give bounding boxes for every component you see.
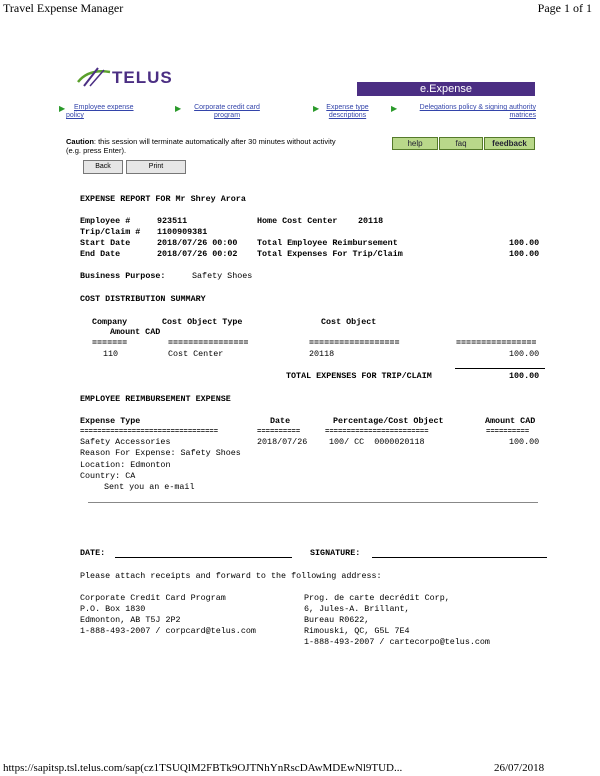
- cost-object-type-header: Cost Object Type: [162, 317, 243, 327]
- address-left-line: Edmonton, AB T5J 2P2: [80, 615, 181, 625]
- signature-label: SIGNATURE:: [310, 548, 361, 558]
- expense-amount-value: 100.00: [509, 437, 540, 447]
- arrow-right-icon: ▶: [59, 104, 66, 113]
- expense-country: Country: CA: [80, 471, 136, 481]
- arrow-right-icon: ▶: [391, 104, 398, 113]
- separator: ================: [168, 338, 249, 348]
- reimbursement-title: EMPLOYEE REIMBURSEMENT EXPENSE: [80, 394, 231, 404]
- faq-button[interactable]: faq: [439, 137, 483, 150]
- expense-reason: Reason For Expense: Safety Shoes: [80, 448, 241, 458]
- report-title: EXPENSE REPORT FOR Mr Shrey Arora: [80, 194, 246, 204]
- date-header: Date: [270, 416, 291, 426]
- footer-date: 26/07/2018: [494, 762, 545, 774]
- company-value: 110: [103, 349, 119, 359]
- email-note: Sent you an e-mail: [104, 482, 195, 492]
- percentage-header: Percentage/Cost Object: [333, 416, 444, 426]
- nav-link-credit-card[interactable]: ▶ Corporate credit card program: [175, 104, 260, 119]
- nav-link-expense-types[interactable]: ▶ Expense type descriptions: [313, 104, 369, 119]
- expense-type-value: Safety Accessories: [80, 437, 171, 447]
- total-trip-expenses: 100.00: [509, 249, 540, 259]
- trip-claim-number: 1100909381: [157, 227, 208, 237]
- expense-type-header: Expense Type: [80, 416, 141, 426]
- arrow-right-icon: ▶: [313, 104, 320, 113]
- total-expenses: 100.00: [509, 371, 540, 381]
- nav-link-employee-policy[interactable]: ▶ Employee expense policy: [59, 104, 134, 119]
- caution-message: Caution: this session will terminate automatically after 30 minutes without activity (e.g. press Enter).: [66, 137, 336, 155]
- home-cost-center: 20118: [358, 216, 384, 226]
- cost-summary-title: COST DISTRIBUTION SUMMARY: [80, 294, 206, 304]
- business-purpose: Safety Shoes: [192, 271, 253, 281]
- separator: ==========: [257, 428, 301, 436]
- address-right-line: Prog. de carte decrédit Corp,: [304, 593, 450, 603]
- total-employee-reimbursement: 100.00: [509, 238, 540, 248]
- end-date-label: End Date: [80, 249, 121, 259]
- start-date: 2018/07/26 00:00: [157, 238, 238, 248]
- total-employee-reimbursement-label: Total Employee Reimbursement: [257, 238, 398, 248]
- address-right-line: Rimouski, QC, G5L 7E4: [304, 626, 410, 636]
- separator: ==================: [309, 338, 400, 348]
- arrow-right-icon: ▶: [175, 104, 182, 113]
- separator: =======: [92, 338, 128, 348]
- separator: ==========: [486, 428, 530, 436]
- separator: ================================: [80, 428, 219, 436]
- cost-object-type-value: Cost Center: [168, 349, 224, 359]
- back-button[interactable]: Back: [83, 160, 123, 174]
- divider: [88, 502, 538, 503]
- attach-instructions: Please attach receipts and forward to the following address:: [80, 571, 382, 581]
- footer-url: https://sapitsp.tsl.telus.com/sap(cz1TSUQlM2FBTk9OJTNhYnRscDAwMDEwNl9TUD...: [3, 762, 403, 774]
- address-left-line: 1-888-493-2007 / corpcard@telus.com: [80, 626, 256, 636]
- print-button[interactable]: Print: [126, 160, 186, 174]
- signature-line: [372, 557, 547, 558]
- address-left-line: Corporate Credit Card Program: [80, 593, 226, 603]
- nav-link-delegations[interactable]: ▶ Delegations policy & signing authority matrices: [391, 104, 536, 119]
- total-trip-expenses-label: Total Expenses For Trip/Claim: [257, 249, 403, 259]
- separator: ========================: [325, 428, 429, 436]
- separator: ================: [456, 338, 537, 348]
- amount-cad-header: Amount CAD: [110, 327, 161, 337]
- home-cost-center-label: Home Cost Center: [257, 216, 338, 226]
- expense-location: Location: Edmonton: [80, 460, 171, 470]
- address-right-line: 6, Jules-A. Brillant,: [304, 604, 410, 614]
- expense-date-value: 2018/07/26: [257, 437, 308, 447]
- date-line: [115, 557, 292, 558]
- divider: [455, 368, 545, 369]
- telus-logo: [76, 66, 186, 88]
- percentage-value: 100/ CC 0000020118: [329, 437, 425, 447]
- feedback-button[interactable]: feedback: [484, 137, 535, 150]
- cost-object-header: Cost Object: [321, 317, 377, 327]
- page-header-title: Travel Expense Manager: [3, 1, 124, 15]
- date-label: DATE:: [80, 548, 106, 558]
- help-button[interactable]: help: [392, 137, 438, 150]
- employee-number: 923511: [157, 216, 188, 226]
- total-expenses-label: TOTAL EXPENSES FOR TRIP/CLAIM: [286, 371, 432, 381]
- telus-swoosh-icon: [76, 66, 116, 88]
- business-purpose-label: Business Purpose:: [80, 271, 166, 281]
- start-date-label: Start Date: [80, 238, 131, 248]
- address-right-line: Bureau R0622,: [304, 615, 370, 625]
- logo-text: TELUS: [112, 68, 173, 87]
- end-date: 2018/07/26 00:02: [157, 249, 238, 259]
- address-left-line: P.O. Box 1830: [80, 604, 146, 614]
- cost-object-value: 20118: [309, 349, 335, 359]
- trip-claim-label: Trip/Claim #: [80, 227, 141, 237]
- employee-label: Employee #: [80, 216, 131, 226]
- app-banner: e.Expense: [357, 82, 535, 96]
- address-right-line: 1-888-493-2007 / cartecorpo@telus.com: [304, 637, 490, 647]
- amount-value: 100.00: [509, 349, 540, 359]
- amount-header: Amount CAD: [485, 416, 536, 426]
- company-header: Company: [92, 317, 128, 327]
- page-number: Page 1 of 1: [537, 1, 592, 15]
